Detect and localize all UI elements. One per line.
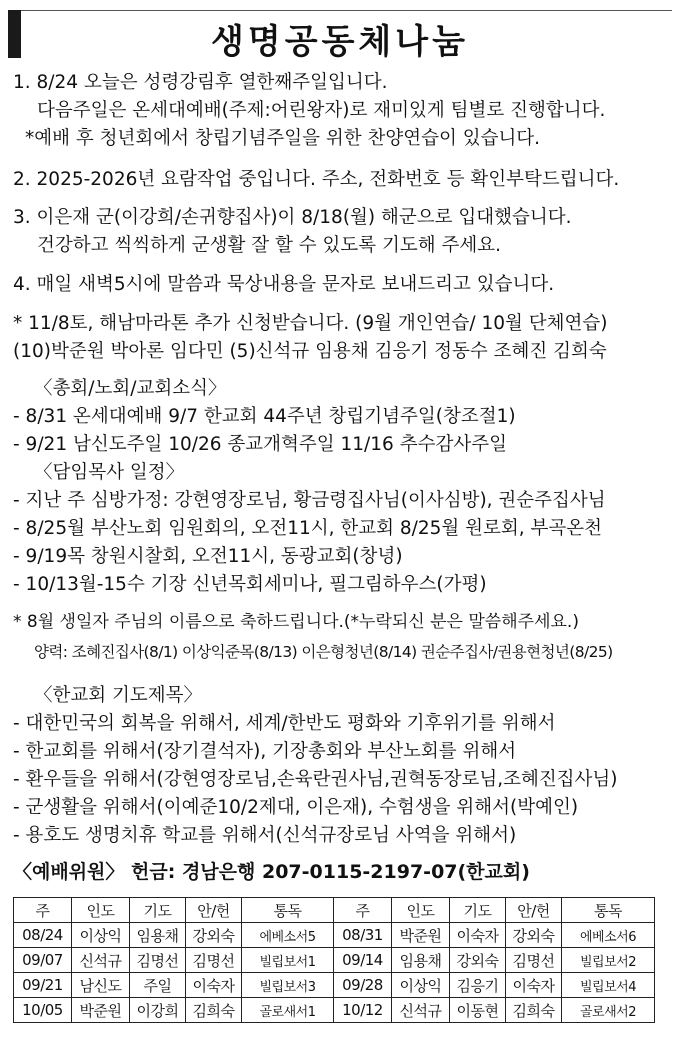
table-cell: 이숙자: [450, 923, 506, 948]
table-cell: 김명선: [130, 948, 186, 973]
column-header: 통독: [242, 898, 334, 923]
birthday-list: 양력: 조혜진집사(8/1) 이상익준목(8/13) 이은형청년(8/14) 권순주집사/권용현청년(8/25): [34, 643, 613, 661]
table-cell: 09/07: [14, 948, 72, 973]
table-cell: 임용채: [392, 948, 450, 973]
notice-1-detail: 다음주일은 온세대예배(주제:어린왕자)로 재미있게 팀별로 진행합니다.: [37, 100, 606, 121]
page-title: 생명공동체나눔: [211, 22, 469, 62]
table-cell: 10/12: [334, 998, 392, 1023]
pastor-schedule-line: - 9/19목 창원시찰회, 오전11시, 동광교회(창녕): [13, 546, 403, 567]
table-cell: 박준원: [392, 923, 450, 948]
table-cell: 이상익: [392, 973, 450, 998]
pastor-schedule-line: - 8/25월 부산노회 임원회의, 오전11시, 한교회 8/25월 원로회, 부곡온천: [13, 518, 603, 539]
table-row: [14, 948, 655, 973]
church-news-line: - 9/21 남신도주일 10/26 종교개혁주일 11/16 추수감사주일: [13, 434, 507, 455]
table-cell: 에베소서6: [562, 923, 655, 948]
table-cell: 09/14: [334, 948, 392, 973]
notice-1: 1. 8/24 오늘은 성령강림후 열한째주일입니다.: [13, 72, 388, 93]
prayer-item: - 대한민국의 회복을 위해서, 세계/한반도 평화와 기후위기를 위해서: [13, 713, 556, 734]
table-cell: 이숙자: [506, 973, 562, 998]
table-cell: 김명선: [506, 948, 562, 973]
table-row: [14, 973, 655, 998]
table-cell: 강외숙: [450, 948, 506, 973]
table-cell: 빌립보서2: [562, 948, 655, 973]
table-cell: 강외숙: [506, 923, 562, 948]
table-cell: 08/31: [334, 923, 392, 948]
notice-1-note: *예배 후 청년회에서 창립기념주일을 위한 찬양연습이 있습니다.: [25, 128, 541, 149]
column-header: 기도: [130, 898, 186, 923]
prayer-heading: 〈한교회 기도제목〉: [34, 685, 202, 706]
table-cell: 08/24: [14, 923, 72, 948]
notice-2: 2. 2025-2026년 요람작업 중입니다. 주소, 전화번호 등 확인부탁드립니다.: [13, 169, 620, 190]
column-header: 기도: [450, 898, 506, 923]
column-header: 주: [14, 898, 72, 923]
table-cell: 09/28: [334, 973, 392, 998]
table-cell: 10/05: [14, 998, 72, 1023]
table-cell: 빌립보서4: [562, 973, 655, 998]
offering-line: 〈예배위원〉 헌금: 경남은행 207-0115-2197-07(한교회): [13, 861, 530, 883]
pastor-schedule-line: - 10/13월-15수 기장 신년목회세미나, 필그림하우스(가평): [13, 574, 487, 595]
table-cell: 빌립보서1: [242, 948, 334, 973]
table-cell: 골로새서2: [562, 998, 655, 1023]
column-header: 통독: [562, 898, 655, 923]
pastor-schedule-line: - 지난 주 심방가정: 강현영장로님, 황금령집사님(이사심방), 권순주집사님: [13, 490, 606, 511]
church-news-heading: 〈총회/노회/교회소식〉: [34, 378, 227, 399]
table-row: [14, 923, 655, 948]
marathon-notice: * 11/8토, 해남마라톤 추가 신청받습니다. (9월 개인연습/ 10월 단체연습): [13, 313, 608, 334]
table-cell: 강외숙: [186, 923, 242, 948]
table-row: [14, 998, 655, 1023]
notice-4: 4. 매일 새벽5시에 말씀과 묵상내용을 문자로 보내드리고 있습니다.: [13, 274, 555, 295]
table-cell: 09/21: [14, 973, 72, 998]
table-cell: 주일: [130, 973, 186, 998]
column-header: 안/헌: [186, 898, 242, 923]
table-cell: 신석규: [392, 998, 450, 1023]
birthday-notice: * 8월 생일자 주님의 이름으로 축하드립니다.(*누락되신 분은 말씀해주세요.): [13, 612, 579, 632]
table-header-row: [14, 898, 655, 923]
column-header: 주: [334, 898, 392, 923]
notice-3: 3. 이은재 군(이강희/손귀향집사)이 8/18(월) 해군으로 입대했습니다.: [13, 207, 572, 228]
table-cell: 박준원: [72, 998, 130, 1023]
notice-3-detail: 건강하고 씩씩하게 군생활 잘 할 수 있도록 기도해 주세요.: [37, 235, 501, 256]
table-cell: 이숙자: [186, 973, 242, 998]
table-cell: 임용채: [130, 923, 186, 948]
marathon-participants: (10)박준원 박아론 임다민 (5)신석규 임용채 김응기 정동수 조혜진 김희숙: [13, 341, 607, 362]
table-cell: 신석규: [72, 948, 130, 973]
table-cell: 김희숙: [506, 998, 562, 1023]
prayer-item: - 한교회를 위해서(장기결석자), 기장총회와 부산노회를 위해서: [13, 741, 517, 762]
prayer-item: - 환우들을 위해서(강현영장로님,손육란권사님,권혁동장로님,조혜진집사님): [13, 769, 618, 790]
prayer-item: - 용호도 생명치휴 학교를 위해서(신석규장로님 사역을 위해서): [13, 825, 517, 846]
worship-committee-table: [13, 897, 655, 1023]
table-cell: 이강희: [130, 998, 186, 1023]
table-cell: 이동현: [450, 998, 506, 1023]
column-header: 안/헌: [506, 898, 562, 923]
table-cell: 에베소서5: [242, 923, 334, 948]
table-cell: 김응기: [450, 973, 506, 998]
column-header: 인도: [392, 898, 450, 923]
header: [8, 10, 672, 60]
pastor-schedule-heading: 〈담임목사 일정〉: [34, 462, 185, 483]
table-cell: 빌립보서3: [242, 973, 334, 998]
table-cell: 골로새서1: [242, 998, 334, 1023]
table-cell: 김희숙: [186, 998, 242, 1023]
column-header: 인도: [72, 898, 130, 923]
table-cell: 남신도: [72, 973, 130, 998]
header-rule: [21, 10, 672, 11]
table-cell: 이상익: [72, 923, 130, 948]
table-cell: 김명선: [186, 948, 242, 973]
church-news-line: - 8/31 온세대예배 9/7 한교회 44주년 창립기념주일(창조절1): [13, 406, 516, 427]
prayer-item: - 군생활을 위해서(이예준10/2제대, 이은재), 수험생을 위해서(박예인): [13, 797, 579, 818]
